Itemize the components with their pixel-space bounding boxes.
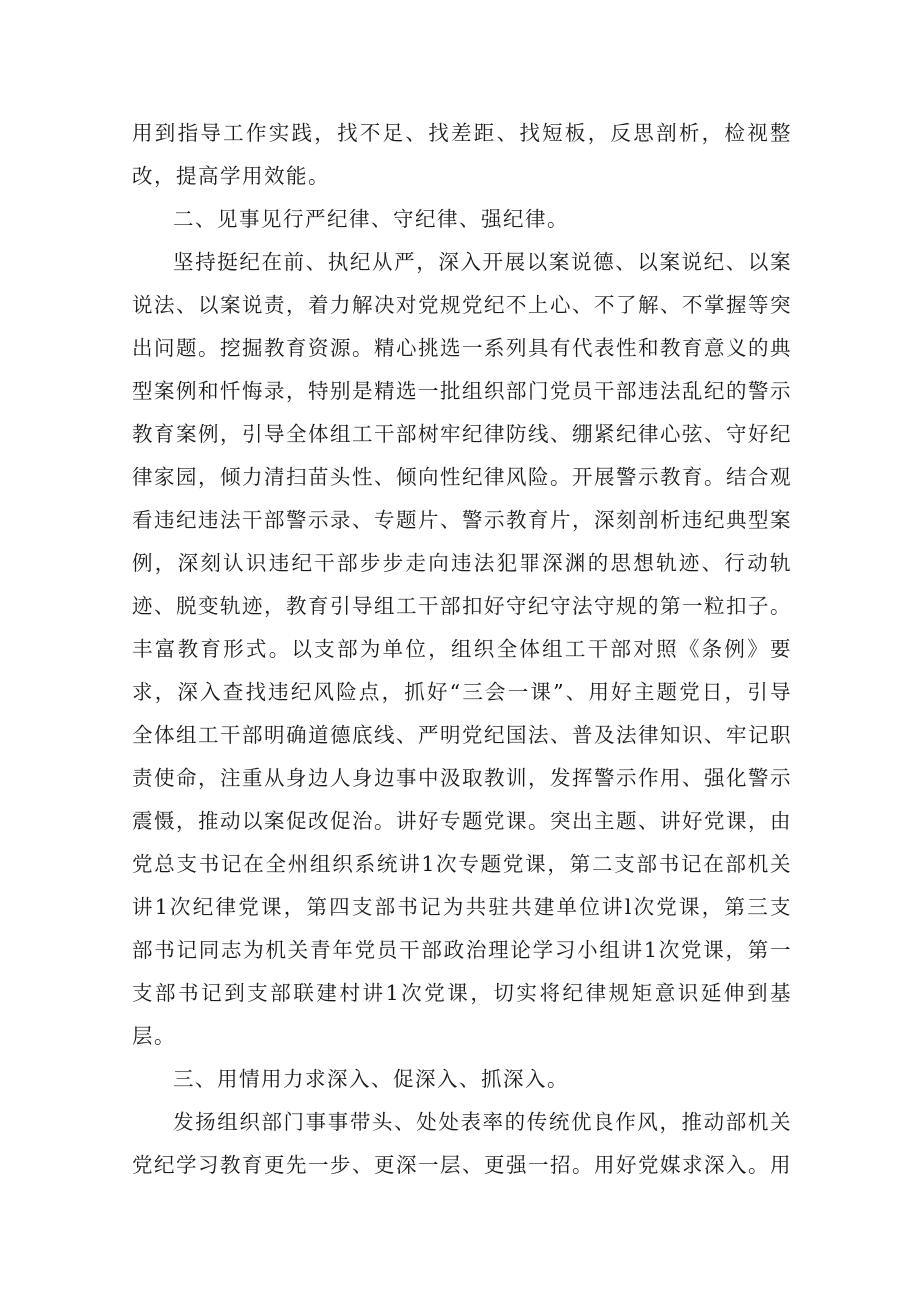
paragraph-deepen-work: 发扬组织部门事事带头、处处表率的传统优良作风，推动部机关党纪学习教育更先一步、更深一层、更强一招。用好党媒求深入。用 — [132, 1110, 792, 1177]
paragraph-discipline-education: 坚持挺纪在前、执纪从严，深入开展以案说德、以案说纪、以案说法、以案说责，着力解决对党规党纪不上心、不了解、不掌握等突出问题。挖掘教育资源。精心挑选一系列具有代表性和教育意义的典型案例和忏悔录，特别是精选一批组织部门党员干部违法乱纪的警示教育案例，引导全体组工干部树牢纪律防线、绷紧纪律心弦、守好纪律家园，倾力清扫苗头性、倾向性纪律风险。开展警示教育。结合观看违纪违法干部警示录、专题片、警示教育片，深刻剖析违纪典型案例，深刻认识违纪干部步步走向违法犯罪深渊的思想轨迹、行动轨迹、脱变轨迹，教育引导组工干部扣好守纪守法守规的第一粒扣子。丰富教育形式。以支部为单位，组织全体组工干部对照《条例》要求，深入查找违纪风险点，抓好“三会一课”、用好主题党日，引导全体组工干部明确道德底线、严明党纪国法、普及法律知识、牢记职责使命，注重从身边人身边事中汲取教训，发挥警示作用、强化警示震慑，推动以案促改促治。讲好专题党课。突出主题、讲好党课，由党总支书记在全州组织系统讲1次专题党课，第二支部书记在部机关讲1次纪律党课，第四支部书记为共驻共建单位讲l次党课，第三支部书记同志为机关青年党员干部政治理论学习小组讲1次党课，第一支部书记到支部联建村讲1次党课，切实将纪律规矩意识延伸到基层。 — [132, 250, 792, 1048]
section-heading-2: 二、见事见行严纪律、守纪律、强纪律。 — [173, 207, 569, 231]
paragraph-continuation: 用到指导工作实践，找不足、找差距、找短板，反思剖析，检视整改，提高学用效能。 — [132, 121, 792, 188]
document-body — [132, 112, 792, 1187]
section-heading-3: 三、用情用力求深入、促深入、抓深入。 — [173, 1067, 569, 1091]
